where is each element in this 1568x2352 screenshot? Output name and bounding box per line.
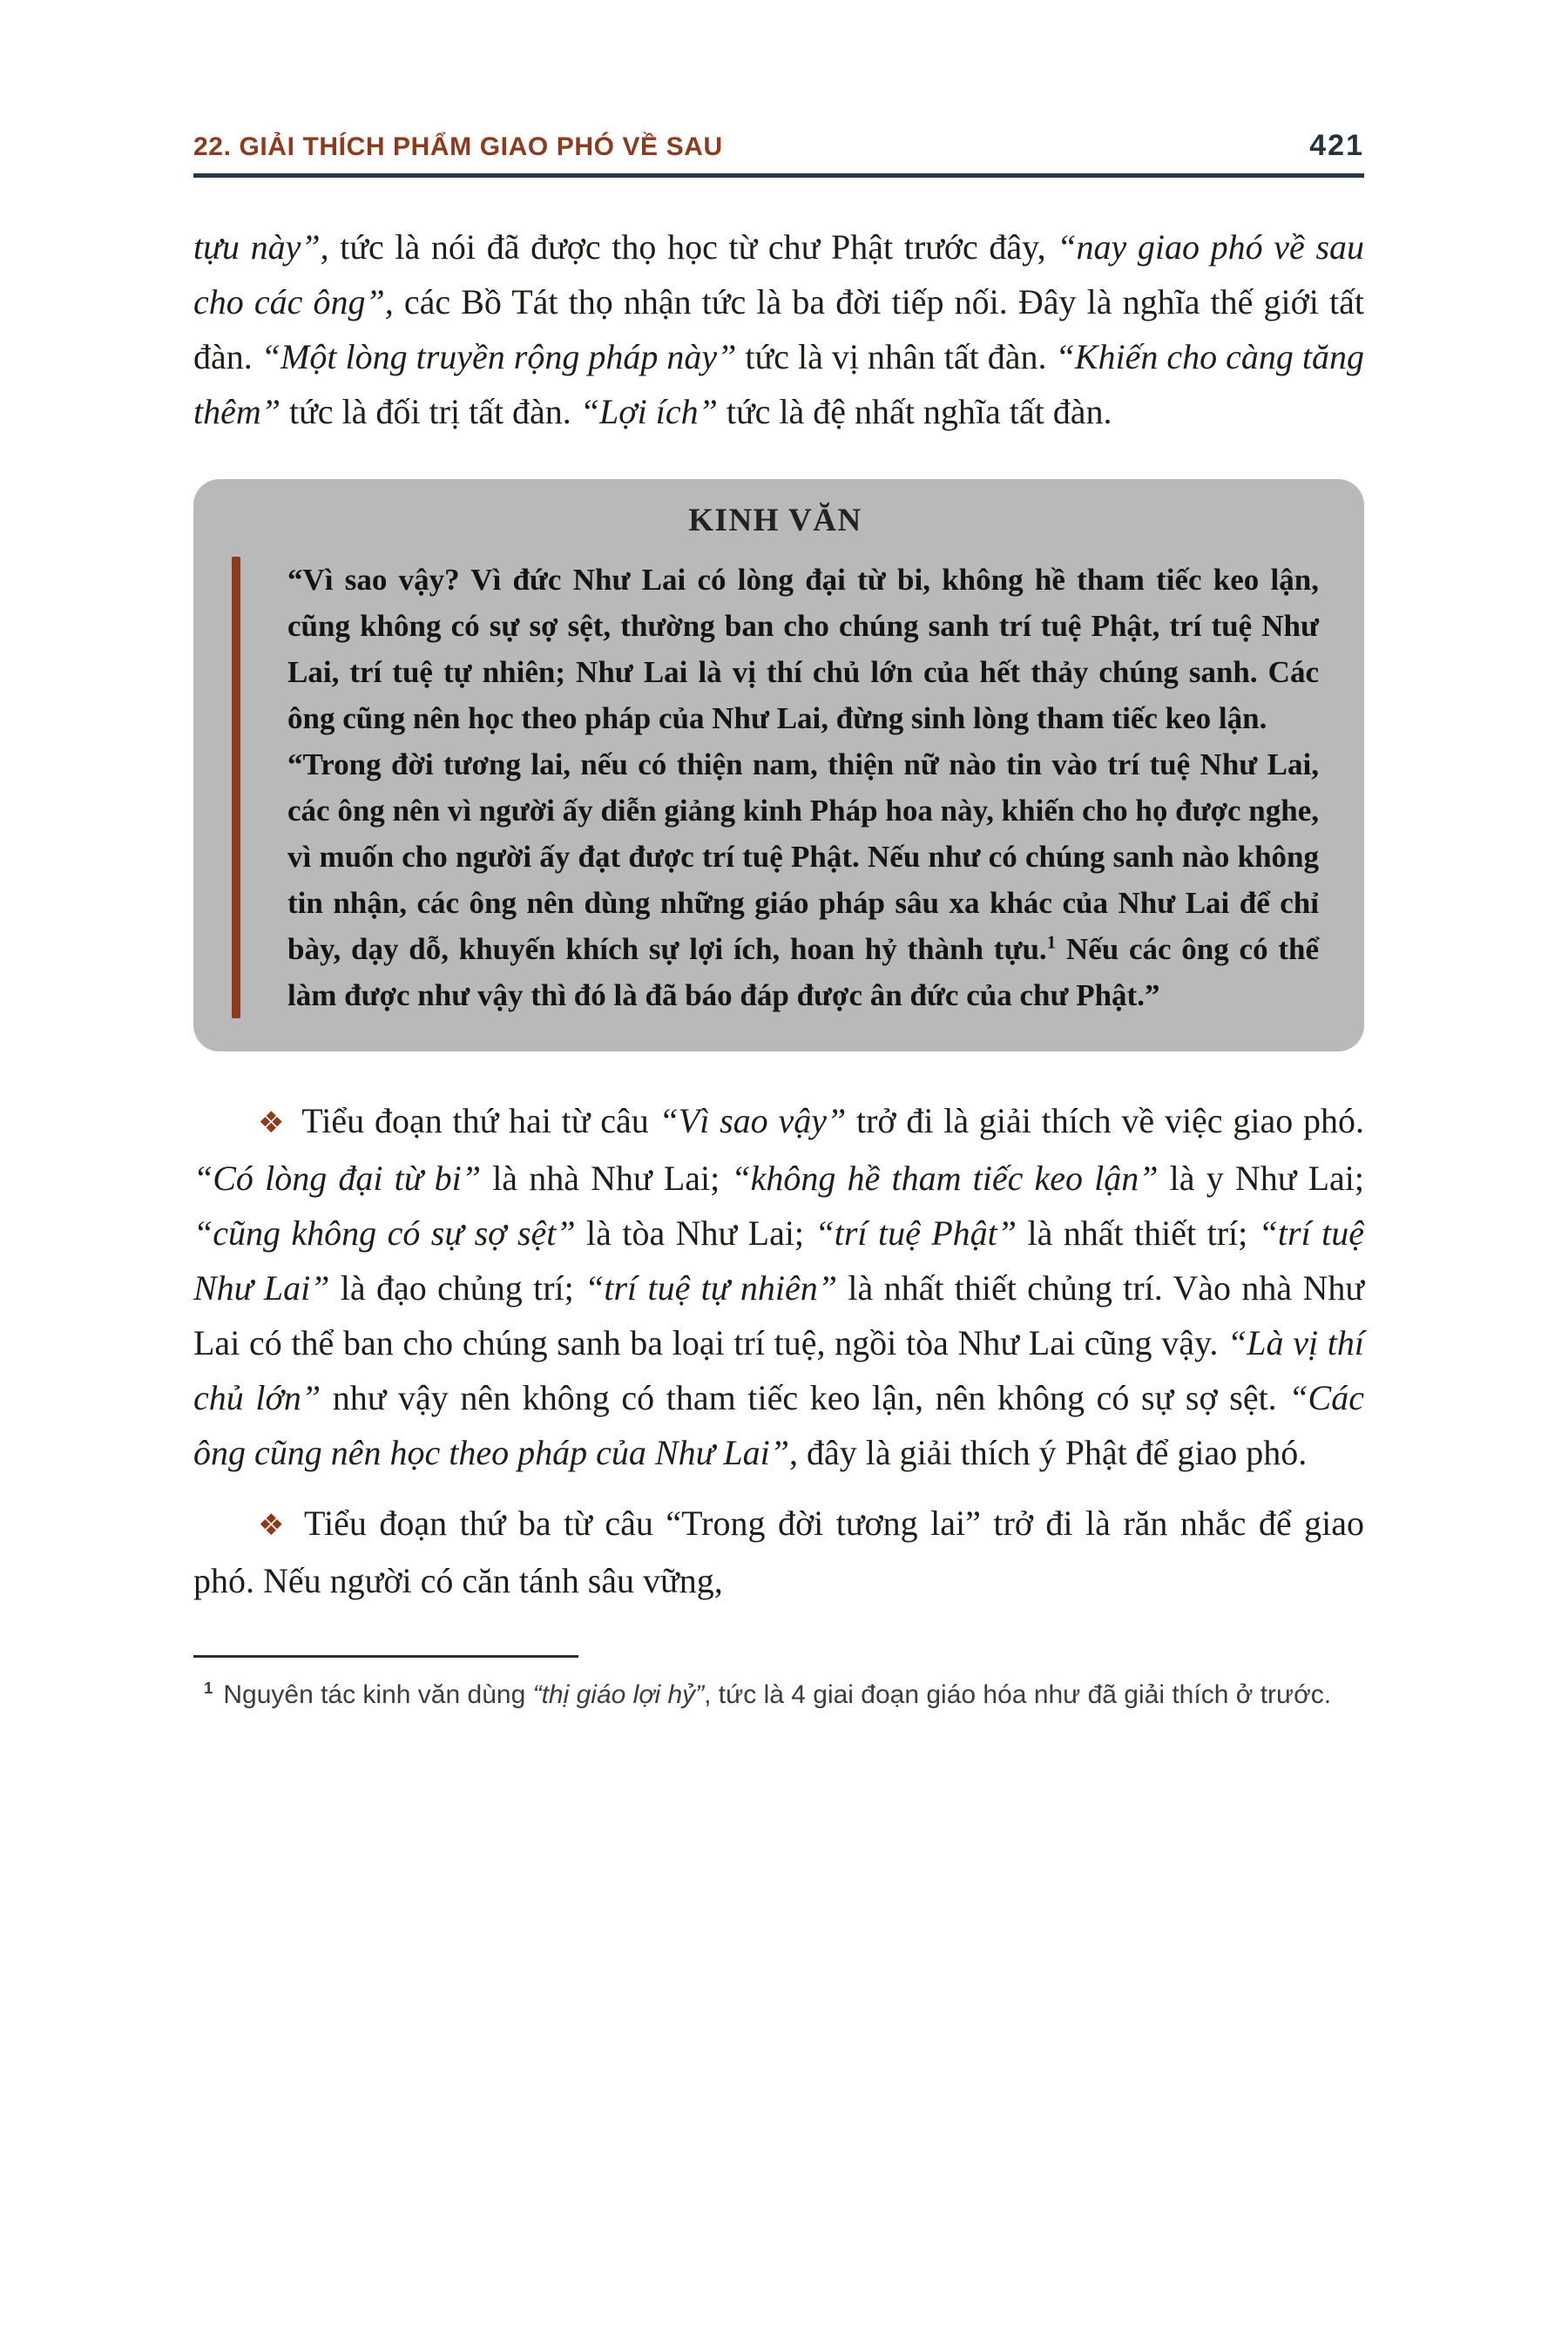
page-content	[193, 220, 1364, 1715]
header-rule	[193, 173, 1364, 178]
commentary-text-2: Tiểu đoạn thứ ba từ câu “Trong đời tương lai” trở đi là răn nhắc để giao phó. Nếu người có căn tánh sâu vững,	[193, 1504, 1365, 1600]
commentary-paragraph-1	[193, 1093, 1364, 1480]
kinh-van-paragraph-1: “Vì sao vậy? Vì đức Như Lai có lòng đại từ bi, không hề tham tiếc keo lận, cũng không có sự sợ sệt, thường ban cho chúng sanh trí tuệ Phật, trí tuệ Như Lai, trí tuệ tự nhiên; Như Lai là vị thí chủ lớn của hết thảy chúng sanh. Các ông cũng nên học theo pháp của Như Lai, đừng sinh lòng tham tiếc keo lận.	[287, 563, 1319, 735]
footnote	[204, 1675, 1364, 1715]
diamond-bullet-icon: ❖	[258, 1508, 288, 1543]
commentary-text-1: Tiểu đoạn thứ hai từ câu “Vì sao vậy” trở đi là giải thích về việc giao phó. “Có lòng đại từ bi” là nhà Như Lai; “không hề tham tiếc keo lận” là y Như Lai; “cũng không có sự sợ sệt” là tòa Như Lai; “trí tuệ Phật” là nhất thiết trí; “trí tuệ Như Lai” là đạo chủng trí; “trí tuệ tự nhiên” là nhất thiết chủng trí. Vào nhà Như Lai có thể ban cho chúng sanh ba loại trí tuệ, ngồi tòa Như Lai cũng vậy. “Là vị thí chủ lớn” như vậy nên không có tham tiếc keo lận, nên không có sự sợ sệt. “Các ông cũng nên học theo pháp của Như Lai”, đây là giải thích ý Phật để giao phó.	[193, 1101, 1365, 1472]
quote-bar	[232, 557, 240, 1018]
paragraph-intro: tựu này”, tức là nói đã được thọ học từ chư Phật trước đây, “nay giao phó về sau cho các ông”, các Bồ Tát thọ nhận tức là ba đời tiếp nối. Đây là nghĩa thế giới tất đàn. “Một lòng truyền rộng pháp này” tức là vị nhân tất đàn. “Khiến cho càng tăng thêm” tức là đối trị tất đàn. “Lợi ích” tức là đệ nhất nghĩa tất đàn.	[193, 227, 1365, 431]
footnote-area	[193, 1655, 1364, 1715]
footnote-marker: 1	[204, 1679, 213, 1697]
kinh-van-body	[232, 557, 1319, 1018]
page-frame	[193, 129, 1364, 1715]
footnote-text: Nguyên tác kinh văn dùng “thị giáo lợi hỷ”, tức là 4 giai đoạn giáo hóa như đã giải thích ở trước.	[223, 1680, 1332, 1709]
kinh-van-text	[287, 557, 1319, 1018]
page-header	[193, 129, 1364, 163]
kinh-van-title: KINH VĂN	[688, 503, 862, 538]
kinh-van-paragraph-2: “Trong đời tương lai, nếu có thiện nam, thiện nữ nào tin vào trí tuệ Như Lai, các ông nên vì người ấy diễn giảng kinh Pháp hoa này, khiến cho họ được nghe, vì muốn cho người ấy đạt được trí tuệ Phật. Nếu như có chúng sanh nào không tin nhận, các ông nên dùng những giáo pháp sâu xa khác của Như Lai để chỉ bày, dạy dỗ, khuyến khích sự lợi ích, hoan hỷ thành tựu.$^1$ Nếu các ông có thể làm được như vậy thì đó là đã báo đáp được ân đức của chư Phật.”	[287, 747, 1319, 1012]
diamond-bullet-icon: ❖	[258, 1105, 287, 1140]
page-number: 421	[1309, 129, 1364, 162]
running-header-title: 22. GIẢI THÍCH PHẨM GIAO PHÓ VỀ SAU	[193, 132, 723, 161]
commentary-paragraph-2	[193, 1496, 1364, 1608]
kinh-van-box	[193, 479, 1364, 1051]
footnote-rule	[193, 1655, 578, 1658]
